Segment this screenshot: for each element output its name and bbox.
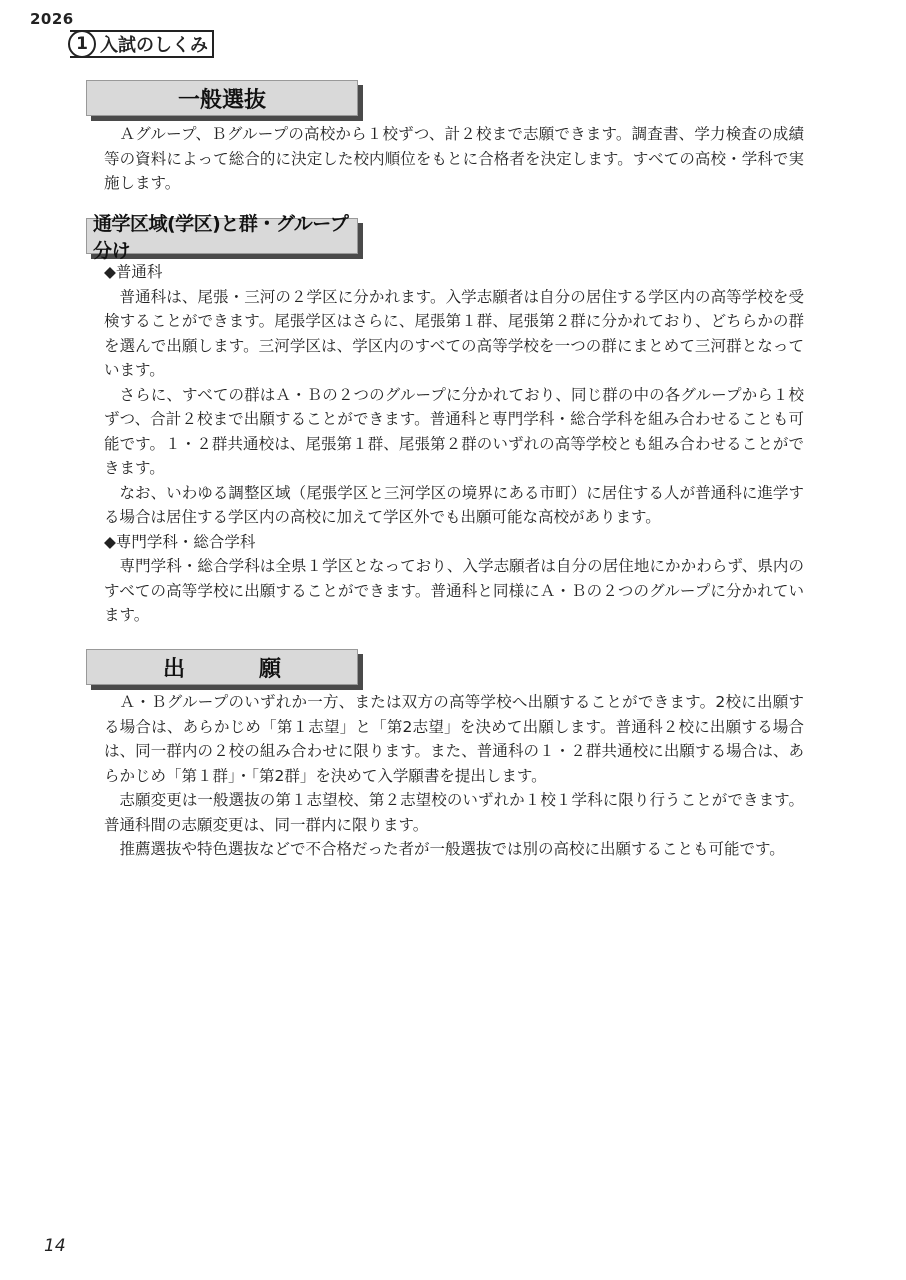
paragraph: さらに、すべての群はＡ・Ｂの２つのグループに分かれており、同じ群の中の各グループから１校ずつ、合計２校まで出願することができます。普通科と専門学科・総合学科を組み合わせることも可能です。１・２群共通校は、尾張第１群、尾張第２群のいずれの高等学校とも組み合わせることができます。 xyxy=(104,385,804,477)
page-number: 14 xyxy=(44,1236,66,1256)
paragraph: 普通科は、尾張・三河の２学区に分かれます。入学志願者は自分の居住する学区内の高等学校を受検することができます。尾張学区はさらに、尾張第１群、尾張第２群に分かれており、どちらかの群を選んで出願します。三河学区は、学区内のすべての高等学校を一つの群にまとめて三河群となっています。 xyxy=(104,287,804,379)
chapter-number: 1 xyxy=(68,30,96,58)
section-body-application xyxy=(104,690,804,862)
section-heading-application: 出 願 xyxy=(86,649,358,685)
paragraph: 志願変更は一般選抜の第１志望校、第２志望校のいずれか１校１学科に限り行うことができます。普通科間の志願変更は、同一群内に限ります。 xyxy=(104,791,804,834)
paragraph: なお、いわゆる調整区域（尾張学区と三河学区の境界にある市町）に居住する人が普通科に進学する場合は居住する学区内の高校に加えて学区外でも出願可能な高校があります。 xyxy=(104,483,804,526)
section-heading-general-selection: 一般選抜 xyxy=(86,80,358,116)
section-body-general-selection xyxy=(104,122,804,196)
chapter-title-box xyxy=(70,30,214,58)
section-heading-school-district: 通学区域(学区)と群・グループ分け xyxy=(86,218,358,254)
subsection-marker-general-course: ◆普通科 xyxy=(104,263,163,281)
paragraph: 推薦選抜や特色選抜などで不合格だった者が一般選抜では別の高校に出願することも可能です。 xyxy=(119,840,785,858)
paragraph: Ａ・Ｂグループのいずれか一方、または双方の高等学校へ出願することができます。2校に出願する場合は、あらかじめ「第１志望」と「第2志望」を決めて出願します。普通科２校に出願する場合は、同一群内の２校の組み合わせに限ります。また、普通科の１・２群共通校に出願する場合は、あらかじめ「第１群」・「第2群」を決めて入学願書を提出します。 xyxy=(104,693,804,785)
paragraph: 専門学科・総合学科は全県１学区となっており、入学志願者は自分の居住地にかかわらず、県内のすべての高等学校に出願することができます。普通科と同様にＡ・Ｂの２つのグループに分かれています。 xyxy=(104,557,804,624)
chapter-title: 入試のしくみ xyxy=(100,35,208,56)
year-label: 2026 xyxy=(30,10,74,28)
paragraph: Ａグループ、Ｂグループの高校から１校ずつ、計２校まで志願できます。調査書、学力検査の成績等の資料によって総合的に決定した校内順位をもとに合格者を決定します。すべての高校・学科で実施します。 xyxy=(104,125,804,192)
section-body-school-district xyxy=(104,260,804,628)
subsection-marker-specialized-course: ◆専門学科・総合学科 xyxy=(104,532,256,551)
